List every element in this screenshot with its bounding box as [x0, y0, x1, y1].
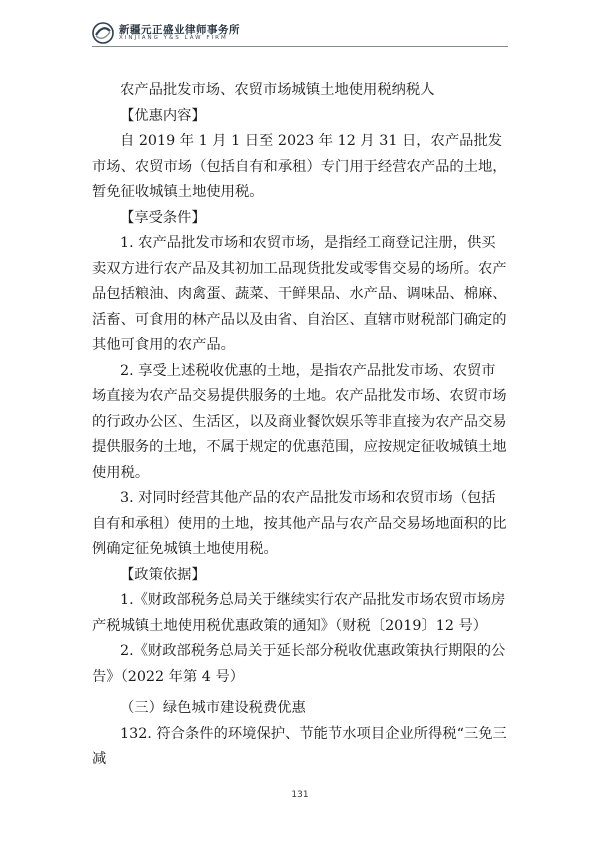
- heading-benefit: 【优惠内容】: [120, 107, 206, 124]
- header-divider: [92, 46, 508, 47]
- firm-logo-icon: [92, 22, 114, 44]
- subject-line: 农产品批发市场、农贸市场城镇土地使用税纳税人: [120, 82, 435, 98]
- item-132: 132. 符合条件的环境保护、节能节水项目企业所得税“三免三减: [92, 725, 507, 767]
- basis-2: 2.《财政部税务总局关于延长部分税收优惠政策执行期限的公告》（2022 年第 4 号）: [92, 643, 506, 685]
- document-body: [92, 78, 508, 773]
- section-heading-3: （三）绿色城市建设税费优惠: [120, 700, 306, 716]
- page-number: 131: [291, 790, 309, 800]
- page-header: [0, 0, 600, 60]
- heading-basis: 【政策依据】: [120, 566, 206, 583]
- condition-3: 3. 对同时经营其他产品的农产品批发市场和农贸市场（包括自有和承租）使用的土地，按其他产品与农产品交易场地面积的比例确定征免城镇土地使用税。: [92, 490, 507, 557]
- basis-1: 1.《财政部税务总局关于继续实行农产品批发市场农贸市场房产税城镇土地使用税优惠政策的通知》（财税〔2019〕12 号）: [92, 592, 506, 634]
- paragraph-benefit: 自 2019 年 1 月 1 日至 2023 年 12 月 31 日，农产品批发市场、农贸市场（包括自有和承租）专门用于经营农产品的土地，暂免征收城镇土地使用税。: [92, 133, 507, 200]
- firm-name-cn: 新疆元正盛业律师事务所: [119, 24, 240, 36]
- condition-1: 1. 农产品批发市场和农贸市场，是指经工商登记注册，供买卖双方进行农产品及其初加工品现货批发或零售交易的场所。农产品包括粮油、肉禽蛋、蔬菜、干鲜果品、水产品、调味品、棉麻、活畜、可食用的林产品以及由省、自治区、直辖市财税部门确定的其他可食用的农产品。: [92, 235, 507, 353]
- heading-conditions: 【享受条件】: [120, 209, 206, 226]
- condition-2: 2. 享受上述税收优惠的土地，是指农产品批发市场、农贸市场直接为农产品交易提供服务的土地。农产品批发市场、农贸市场的行政办公区、生活区，以及商业餐饮娱乐等非直接为农产品交易提供服务的土地，不属于规定的优惠范围，应按规定征收城镇土地使用税。: [92, 362, 507, 481]
- firm-name-en: XINJIANG Y&S LAW FIRM: [119, 35, 228, 41]
